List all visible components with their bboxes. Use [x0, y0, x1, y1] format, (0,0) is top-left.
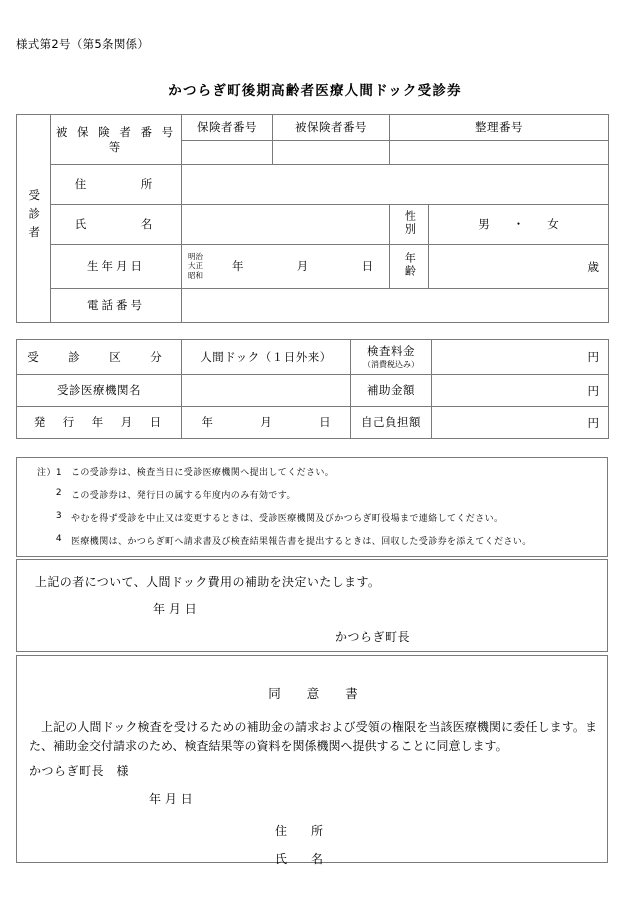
list-item: [17, 511, 607, 534]
gender-label: 性別: [403, 209, 417, 236]
age-unit: 歳: [587, 259, 599, 274]
table-row: [17, 407, 609, 439]
table-row: [17, 245, 609, 289]
exam-fee-value-cell[interactable]: [432, 340, 609, 375]
note-number: 3: [55, 511, 62, 521]
institution-value-cell[interactable]: [182, 375, 351, 407]
decision-year-label: 年: [153, 602, 166, 616]
note-marker: [17, 488, 71, 498]
insurer-number-header: 保険者番号: [197, 120, 257, 135]
issue-date-label-cell: [17, 407, 182, 439]
table-row: [17, 205, 609, 245]
table-row: [17, 289, 609, 323]
issue-day-label: 日: [319, 415, 331, 430]
reference-number-header: 整理番号: [475, 120, 523, 135]
note-number: 4: [55, 534, 62, 544]
notes-prefix: 注）: [37, 468, 56, 478]
decision-date[interactable]: [153, 600, 197, 617]
list-item: [17, 488, 607, 511]
institution-label-cell: [17, 375, 182, 407]
subject-label-text: 受診者: [27, 189, 42, 245]
note-number: 2: [55, 488, 62, 498]
consent-name-label: 氏 名: [275, 852, 324, 866]
insurer-number-header-cell: [182, 115, 273, 141]
reference-number-header-cell: [390, 115, 609, 141]
exam-type-label-cell: [17, 340, 182, 375]
table-row: [17, 115, 609, 141]
table-row: [17, 340, 609, 375]
subsidy-label: 補助金額: [367, 383, 415, 398]
decision-day-label: 日: [184, 602, 197, 616]
phone-label-cell: [51, 289, 182, 323]
subsidy-value-cell[interactable]: [432, 375, 609, 407]
age-label-cell: [390, 245, 429, 289]
table-row: [17, 165, 609, 205]
consent-body: 上記の人間ドック検査を受けるための補助金の請求および受領の権限を当該医療機関に委任します。また、補助金交付請求のため、検査結果等の資料を関係機関へ提供することに同意します。: [29, 720, 597, 753]
subject-information-table: [16, 114, 609, 323]
issue-date-ymd: [201, 415, 330, 429]
phone-value-cell[interactable]: [182, 289, 609, 323]
reference-number-value-cell[interactable]: [390, 141, 609, 165]
insured-number-value-cell[interactable]: [273, 141, 390, 165]
notes-box: [16, 457, 608, 557]
insured-number-header-cell: [273, 115, 390, 141]
exam-fee-label: 検査料金: [367, 344, 415, 359]
birth-year-label: 年: [231, 259, 244, 274]
issue-date-value-cell[interactable]: [182, 407, 351, 439]
consent-day-label: 日: [180, 792, 193, 806]
consent-title: 同意書: [268, 686, 384, 701]
insurer-number-value-cell[interactable]: [182, 141, 273, 165]
exam-fee-table: [16, 339, 609, 439]
birthdate-value-cell[interactable]: [182, 245, 390, 289]
address-value-cell[interactable]: [182, 165, 609, 205]
decision-mayor: かつらぎ町長: [335, 630, 411, 644]
name-label-cell: [51, 205, 182, 245]
issue-year-label: 年: [201, 415, 213, 430]
age-label: 年齢: [403, 251, 417, 278]
consent-box: [16, 655, 608, 866]
birthdate-label-cell: [51, 245, 182, 289]
insured-number-header: 被保険者番号: [295, 120, 367, 135]
decision-statement: 上記の者について、人間ドック費用の補助を決定いたします。: [35, 575, 381, 589]
self-pay-currency: 円: [587, 415, 599, 430]
exam-fee-currency: 円: [587, 349, 599, 364]
consent-year-label: 年: [149, 792, 162, 806]
exam-fee-note: （消費税込み）: [363, 359, 419, 369]
form-number: 様式第2号（第5条関係）: [16, 37, 150, 51]
birth-month-label: 月: [296, 259, 309, 274]
decision-box: [16, 559, 608, 652]
name-label: 氏 名: [74, 217, 158, 232]
self-pay-label-cell: [351, 407, 432, 439]
gender-label-cell: [390, 205, 429, 245]
note-number: 1: [55, 468, 62, 478]
era-taisho[interactable]: 大正: [188, 261, 203, 271]
phone-label: 電話番号: [87, 298, 145, 313]
note-marker: [17, 534, 71, 544]
subsidy-currency: 円: [587, 383, 599, 398]
era-selector[interactable]: [188, 252, 203, 282]
note-text: やむを得ず受診を中止又は変更するときは、受診医療機関及びかつらぎ町役場まで連絡してください。: [71, 514, 504, 524]
consent-address-label: 住 所: [275, 824, 324, 838]
consent-date[interactable]: [149, 790, 193, 807]
birthdate-ymd: [198, 259, 373, 273]
birthdate-label: 生年月日: [87, 259, 145, 274]
list-item: [17, 465, 607, 488]
issue-date-label: 発 行 年 月 日: [33, 415, 165, 430]
self-pay-label: 自己負担額: [361, 415, 421, 430]
consent-month-label: 月: [164, 792, 177, 806]
note-text: この受診券は、発行日の属する年度内のみ有効です。: [71, 491, 296, 501]
name-value-cell[interactable]: [182, 205, 390, 245]
subsidy-label-cell: [351, 375, 432, 407]
exam-type-label: 受 診 区 分: [27, 349, 171, 364]
exam-fee-label-cell: [351, 340, 432, 375]
exam-type-value-cell: [182, 340, 351, 375]
gender-options: 男 ・ 女: [478, 217, 559, 232]
subject-vertical-label: [17, 115, 51, 323]
exam-type-value: 人間ドック（１日外来）: [200, 349, 332, 364]
note-marker: [17, 511, 71, 521]
note-marker: [17, 465, 71, 478]
insurance-number-label: 被 保 険 者 番 号 等: [55, 125, 177, 154]
era-meiji[interactable]: 明治: [188, 251, 203, 261]
insurance-number-label-cell: [51, 115, 182, 165]
issue-month-label: 月: [260, 415, 272, 430]
era-showa[interactable]: 昭和: [188, 271, 203, 281]
table-row: [17, 375, 609, 407]
institution-label: 受診医療機関名: [57, 383, 141, 398]
note-text: 医療機関は、かつらぎ町へ請求書及び検査結果報告書を提出するときは、回収した受診券を添えてください。: [71, 537, 532, 547]
self-pay-value-cell[interactable]: [432, 407, 609, 439]
age-value-cell[interactable]: [429, 245, 609, 289]
birth-day-label: 日: [361, 259, 374, 274]
list-item: [17, 534, 607, 557]
consent-addressee: かつらぎ町長 様: [29, 764, 130, 778]
page-title: かつらぎ町後期高齢者医療人間ドック受診券: [168, 83, 462, 99]
gender-options-cell[interactable]: [429, 205, 609, 245]
note-text: この受診券は、検査当日に受診医療機関へ提出してください。: [71, 468, 335, 478]
address-label: 住 所: [74, 177, 158, 192]
address-label-cell: [51, 165, 182, 205]
decision-month-label: 月: [168, 602, 181, 616]
